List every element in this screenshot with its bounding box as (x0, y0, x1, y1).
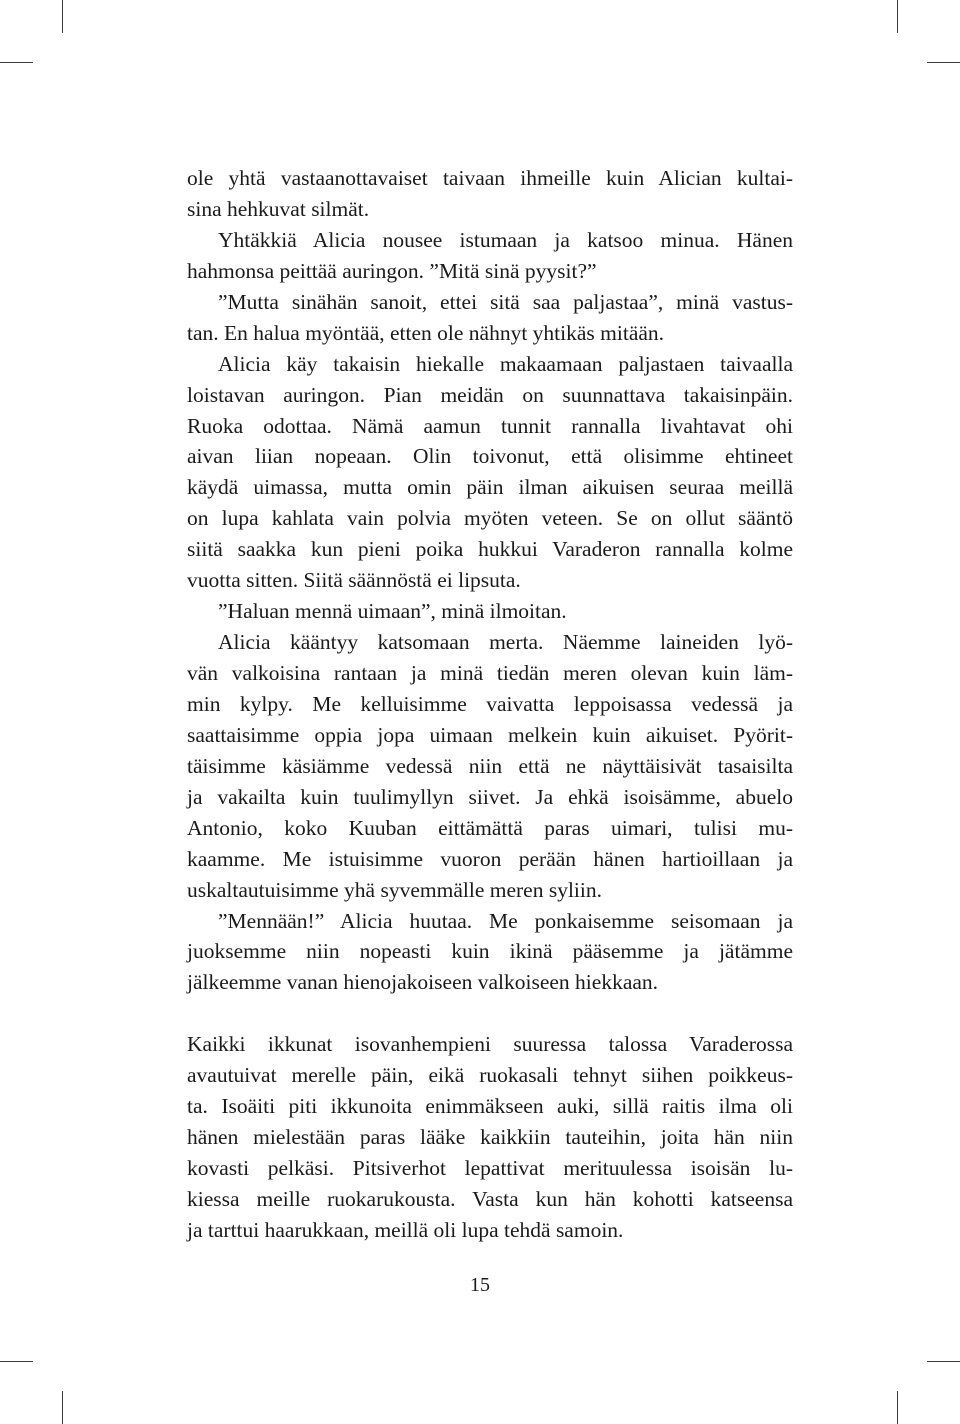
text-line: vän valkoisina rantaan ja minä tiedän meren olevan kuin läm- (187, 661, 793, 685)
text-line: vuotta sitten. Siitä säännöstä ei lipsuta. (187, 568, 521, 593)
text-line: ja tarttui haarukkaan, meillä oli lupa tehdä samoin. (187, 1217, 624, 1242)
text-line: hänen mielestään paras lääke kaikkiin tauteihin, joita hän niin (187, 1125, 793, 1150)
text-line: Antonio, koko Kuuban eittämättä paras uimari, tulisi mu- (187, 815, 793, 840)
crop-mark-top-left-horizontal (0, 62, 33, 63)
text-line: loistavan auringon. Pian meidän on suunnattava takaisinpäin. (187, 382, 793, 407)
text-line: ja vakailta kuin tuulimyllyn siivet. Ja ehkä isoisämme, abuelo (187, 784, 793, 809)
text-line: ”Mennään!” Alicia huutaa. Me ponkaisemme seisomaan ja (218, 908, 793, 933)
text-line: ”Mutta sinähän sanoit, ettei sitä saa paljastaa”, minä vastus- (218, 289, 793, 314)
section-break (187, 998, 793, 1029)
text-line: kaamme. Me istuisimme vuoron perään hänen hartioillaan ja (187, 846, 793, 871)
text-line: ”Haluan mennä uimaan”, minä ilmoitan. (218, 599, 567, 624)
paragraph-3 (187, 287, 793, 349)
text-line: min kylpy. Me kelluisimme vaivatta leppoisassa vedessä ja (187, 691, 793, 716)
paragraph-6 (187, 627, 793, 905)
text-line: sina hehkuvat silmät. (187, 196, 370, 221)
text-line: juoksemme niin nopeasti kuin ikinä pääsemme ja jätämme (187, 939, 793, 964)
text-line: kiessa meille ruokarukousta. Vasta kun hän kohotti katseensa (187, 1186, 793, 1211)
crop-mark-top-left (62, 0, 63, 33)
text-line: käydä uimassa, mutta omin päin ilman aikuisen seuraa meillä (187, 475, 793, 500)
paragraph-5 (187, 596, 793, 627)
text-line: uskaltautuisimme yhä syvemmälle meren syliin. (187, 877, 602, 902)
paragraph-7 (187, 906, 793, 999)
crop-mark-top-right (897, 0, 898, 33)
text-line: kovasti pelkäsi. Pitsiverhot lepattivat merituulessa isoisän lu- (187, 1156, 793, 1180)
text-line: saattaisimme oppia jopa uimaan melkein kuin aikuiset. Pyörit- (187, 722, 793, 747)
crop-mark-bottom-left (62, 1391, 63, 1424)
paragraph-2 (187, 225, 793, 287)
text-line: avautuivat merelle päin, eikä ruokasali tehnyt siihen poikkeus- (187, 1063, 793, 1088)
text-line: jälkeemme vanan hienojakoiseen valkoiseen hiekkaan. (187, 970, 659, 995)
text-line: ta. Isoäiti piti ikkunoita enimmäkseen auki, sillä raitis ilma oli (187, 1094, 793, 1119)
paragraph-8 (187, 1029, 793, 1246)
paragraph-4 (187, 349, 793, 597)
body-text (187, 163, 793, 1246)
paragraph-1 (187, 163, 793, 225)
crop-mark-bottom-right-horizontal (927, 1361, 960, 1362)
crop-mark-bottom-left-horizontal (0, 1361, 33, 1362)
text-line: on lupa kahlata vain polvia myöten veteen. Se on ollut sääntö (187, 506, 793, 531)
text-line: ole yhtä vastaanottavaiset taivaan ihmeille kuin Alician kultai- (187, 166, 793, 190)
text-line: aivan liian nopeaan. Olin toivonut, että olisimme ehtineet (187, 444, 793, 469)
text-line: Alicia käy takaisin hiekalle makaamaan paljastaen taivaalla (218, 351, 793, 376)
text-line: täisimme käsiämme vedessä niin että ne näyttäisivät tasaisilta (187, 753, 793, 778)
text-line: Kaikki ikkunat isovanhempieni suuressa talossa Varaderossa (187, 1032, 793, 1057)
crop-mark-top-right-horizontal (927, 62, 960, 63)
text-line: siitä saakka kun pieni poika hukkui Varaderon rannalla kolme (187, 537, 793, 562)
text-line: Yhtäkkiä Alicia nousee istumaan ja katsoo minua. Hänen (218, 227, 793, 252)
text-line: hahmonsa peittää auringon. ”Mitä sinä pyysit?” (187, 258, 597, 283)
text-line: Ruoka odottaa. Nämä aamun tunnit rannalla livahtavat ohi (187, 413, 793, 438)
page-number: 15 (470, 1274, 490, 1296)
text-line: Alicia kääntyy katsomaan merta. Näemme laineiden lyö- (218, 630, 793, 655)
text-line: tan. En halua myöntää, etten ole nähnyt yhtikäs mitään. (187, 320, 665, 345)
crop-mark-bottom-right (897, 1391, 898, 1424)
